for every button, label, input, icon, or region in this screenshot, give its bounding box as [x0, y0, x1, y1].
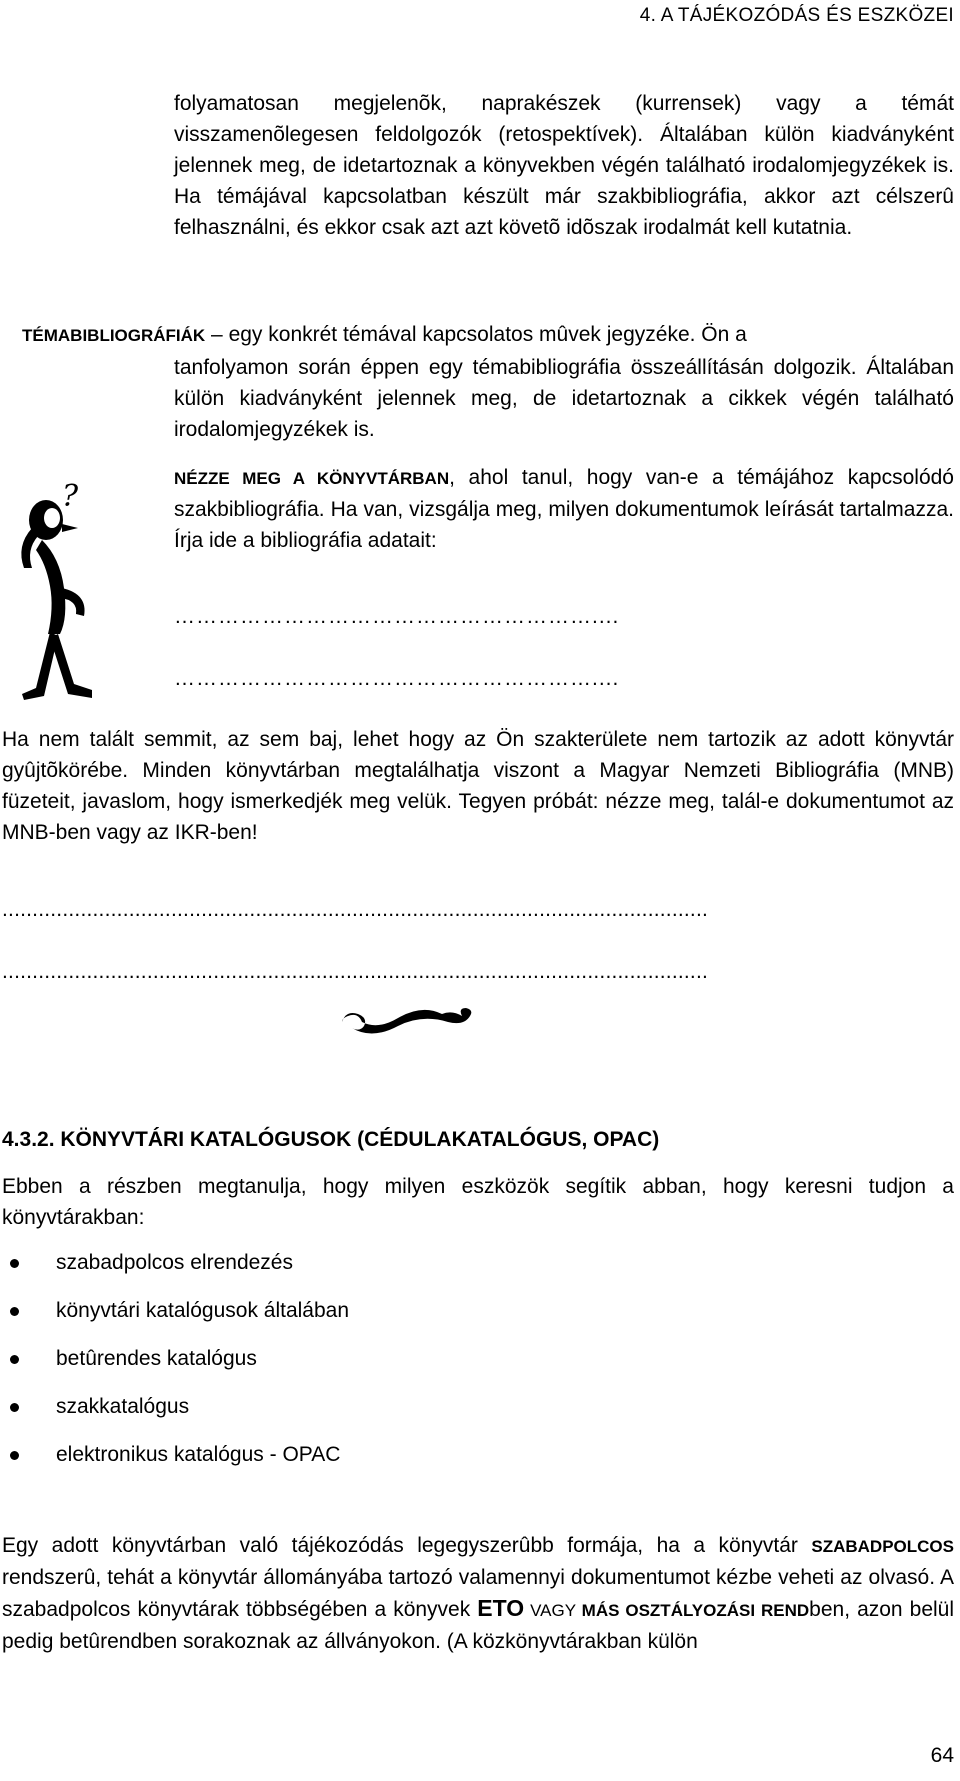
- svg-text:?: ?: [62, 479, 79, 514]
- tools-list: [10, 1247, 349, 1487]
- list-item: könyvtári katalógusok általában: [10, 1295, 349, 1343]
- paragraph-mnb: Ha nem talált semmit, az sem baj, lehet hogy az Ön szakterülete nem tartozik az adott könyvtár gyûjtõkörébe. Minden könyvtárban megtalálhatja viszont a Magyar Nemzeti Bibliográfia (MNB) füzeteit, javaslom, hogy ismerkedjék meg velük. Tegyen próbát: nézze meg, talál-e dokumentumot az MNB-ben vagy az IKR-ben!: [2, 728, 954, 844]
- decorative-flourish-icon: [338, 1000, 478, 1042]
- answer-line-4[interactable]: .....................................................................................................................: [2, 960, 709, 983]
- page-number: 64: [930, 1744, 954, 1767]
- term-classification: MÁS OSZTÁLYOZÁSI REND: [581, 1601, 810, 1620]
- thinking-person-icon: [2, 468, 97, 700]
- paragraph-bibliography-types: folyamatosan megjelenõk, naprakészek (kurrensek) vagy a témát visszamenõlegesen feldolgozók (retospektívek). Általában külön kiadványként jelennek meg, de idetartoznak a könyvekben végén található irodalomjegyzékek is. Ha témájával kapcsolatban készült már szakbibliográfia, akkor azt célszerû felhasználni, és ekkor csak azt azt követõ idõszak irodalmát kell kutatnia.: [174, 92, 954, 239]
- list-item: betûrendes katalógus: [10, 1343, 349, 1391]
- task-text: , ahol tanul, hogy van-e a témájához kapcsolódó szakbibliográfia. Ha van, vizsgálja meg, milyen dokumentumok leírását tartalmazza. Írja ide a bibliográfia adatait:: [174, 466, 954, 552]
- paragraph-open-shelf: Egy adott könyvtárban való tájékozódás legegyszerûbb formája, ha a könyvtár SZABADPOLCOS rendszerû, tehát a könyvtár állományába tartozó valamennyi dokumentumot kézbe veheti az olvasó. A szabadpolcos könyvtárak többségében a könyvek ETO VAGY MÁS OSZTÁLYOZÁSI RENDben, azon belül pedig betûrendben sorakoznak az állványokon. (A közkönyvtárakban külön: [2, 1534, 955, 1653]
- bullet-icon: [10, 1451, 19, 1460]
- term-definition-body: tanfolyamon során éppen egy témabibliográfia összeállításán dolgozik. Általában külön kiadványként jelennek meg, de idetartoznak a cikkek végén található irodalomjegyzékek is.: [174, 356, 954, 441]
- section-intro: Ebben a részben megtanulja, hogy milyen eszközök segítik abban, hogy keresni tudjon a könyvtárakban:: [2, 1175, 954, 1229]
- bullet-icon: [10, 1307, 19, 1316]
- term-open-shelf: SZABADPOLCOS: [811, 1537, 954, 1556]
- running-header: 4. A TÁJÉKOZÓDÁS ÉS ESZKÖZEI: [639, 5, 954, 26]
- term-definition-first-line: [22, 319, 954, 351]
- term-label: TÉMABIBLIOGRÁFIÁK: [22, 326, 206, 345]
- bullet-icon: [10, 1403, 19, 1412]
- list-item: szakkatalógus: [10, 1391, 349, 1439]
- term-definition-start: – egy konkrét témával kapcsolatos mûvek jegyzéke. Ön a: [205, 323, 747, 346]
- answer-line-2[interactable]: …………………………………………………....: [174, 667, 620, 690]
- task-instruction: [174, 462, 954, 556]
- answer-line-3[interactable]: .....................................................................................................................: [2, 898, 709, 921]
- term-eto: ETO: [477, 1595, 525, 1621]
- list-item: szabadpolcos elrendezés: [10, 1247, 349, 1295]
- bullet-icon: [10, 1355, 19, 1364]
- task-label: NÉZZE MEG A KÖNYVTÁRBAN: [174, 469, 450, 488]
- section-heading: 4.3.2. KÖNYVTÁRI KATALÓGUSOK (CÉDULAKATALÓGUS, OPAC): [2, 1128, 660, 1151]
- answer-line-1[interactable]: …………………………………………………....: [174, 605, 620, 628]
- bullet-icon: [10, 1259, 19, 1268]
- list-item: elektronikus katalógus - OPAC: [10, 1439, 349, 1487]
